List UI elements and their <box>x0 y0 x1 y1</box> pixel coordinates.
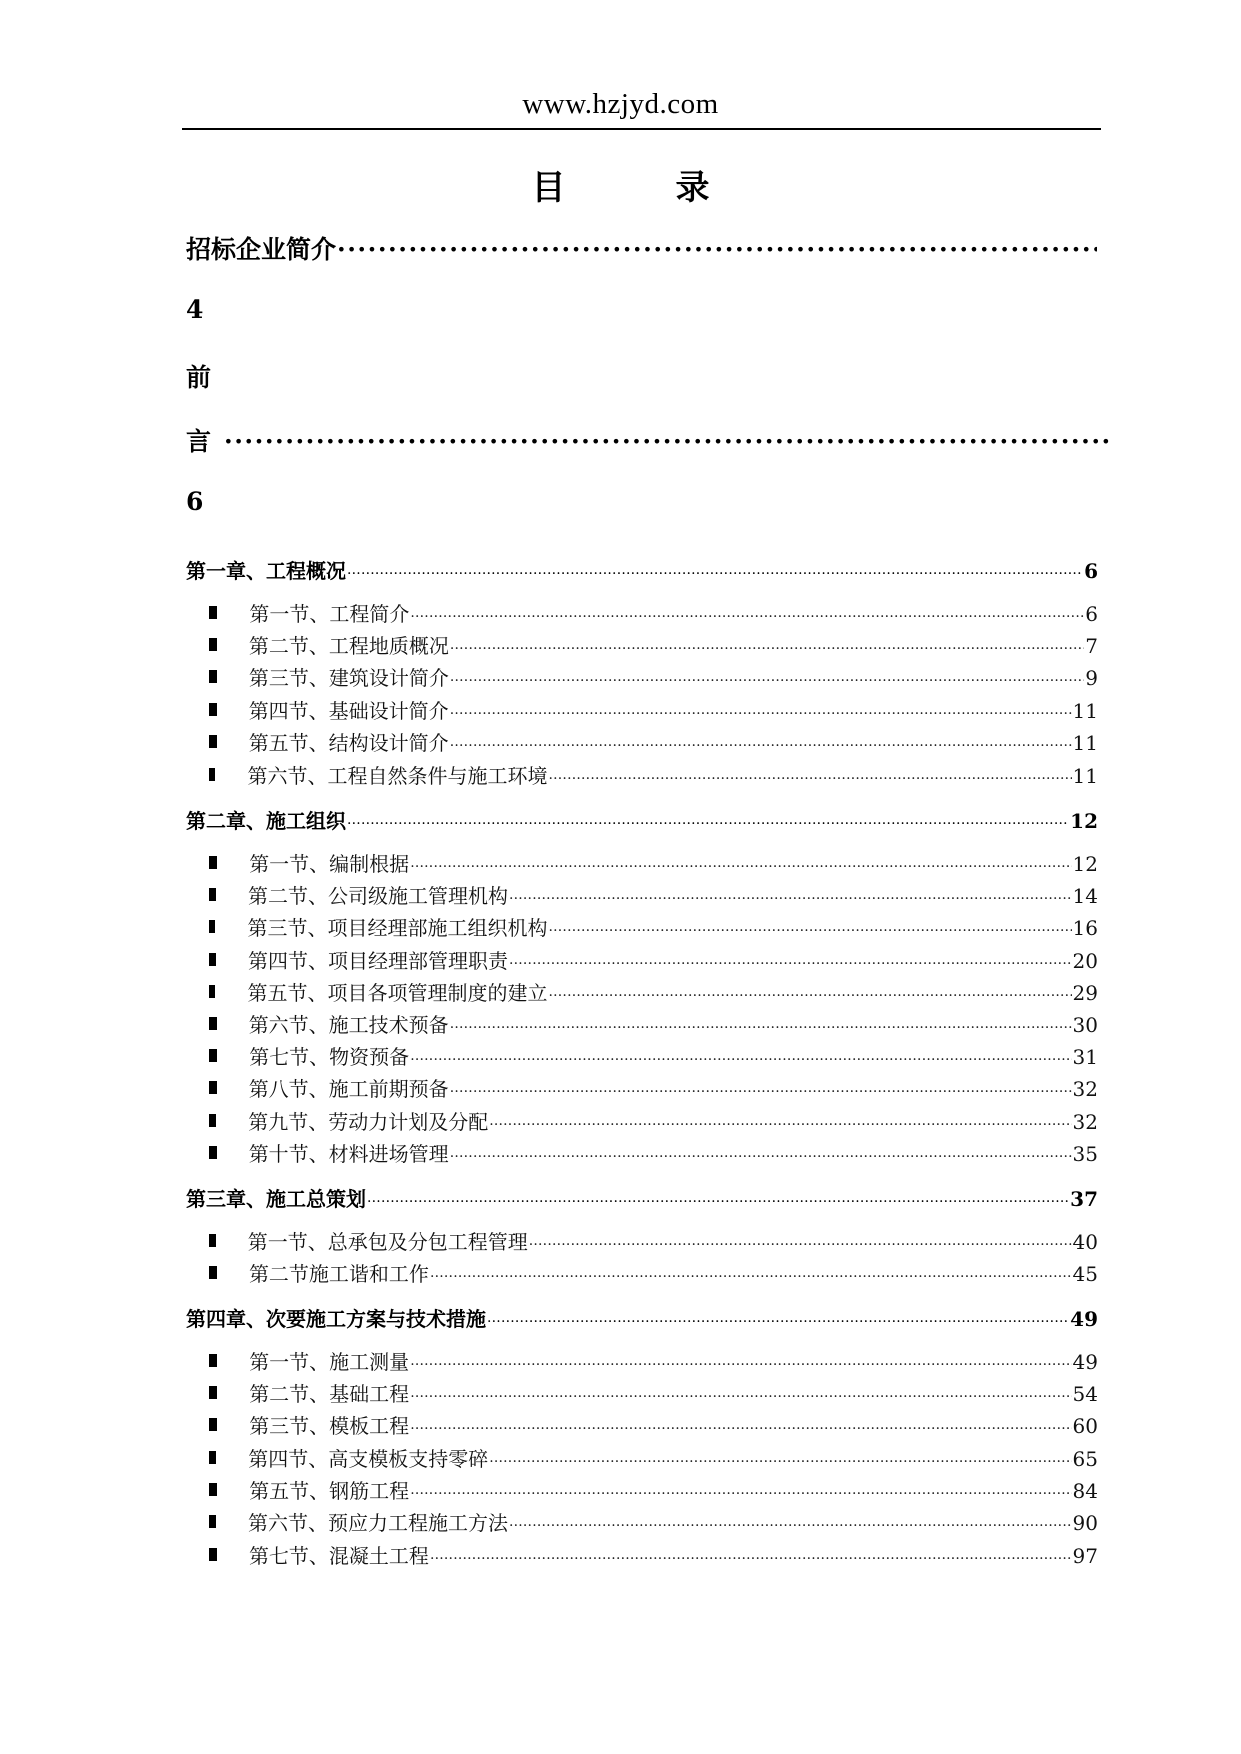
toc-section-4-2[interactable] <box>209 1378 1098 1407</box>
dot-leader <box>450 1149 1072 1165</box>
toc-section-label: 第一节、编制根据 <box>249 852 410 876</box>
square-bullet-icon <box>209 703 217 716</box>
toc-section-page: 20 <box>1072 949 1098 973</box>
toc-section-page: 32 <box>1072 1110 1098 1134</box>
dot-leader <box>509 1518 1072 1534</box>
toc-section-label: 第一节、工程简介 <box>249 602 410 626</box>
toc-section-1-6[interactable] <box>209 760 1098 789</box>
toc-section-page: 84 <box>1072 1479 1098 1503</box>
toc-chapter-label: 第二章、施工组织 <box>186 809 346 833</box>
dot-leader <box>509 891 1072 907</box>
toc-section-label: 第三节、建筑设计简介 <box>248 666 449 690</box>
toc-section-label: 第一节、施工测量 <box>249 1350 410 1374</box>
dot-leader <box>489 1454 1071 1470</box>
square-bullet-icon <box>209 1146 217 1159</box>
toc-chapter-label: 第一章、工程概况 <box>186 559 346 583</box>
toc-section-1-2[interactable] <box>209 630 1098 659</box>
dot-leader <box>450 706 1072 722</box>
toc-section-label: 第四节、项目经理部管理职责 <box>247 949 508 973</box>
toc-chapter-page: 12 <box>1070 809 1098 833</box>
dot-leader <box>548 988 1071 1004</box>
toc-entry-page: 4 <box>186 295 204 324</box>
toc-chapter-label: 第三章、施工总策划 <box>186 1187 366 1211</box>
square-bullet-icon <box>209 985 215 998</box>
dot-leader <box>450 673 1084 689</box>
header-url: www.hzjyd.com <box>522 88 719 120</box>
square-bullet-icon <box>209 735 217 748</box>
toc-section-2-6[interactable] <box>209 1009 1098 1038</box>
dot-leader <box>410 1357 1071 1373</box>
toc-section-4-1[interactable] <box>209 1346 1098 1375</box>
square-bullet-icon <box>209 1354 217 1367</box>
toc-chapter-4[interactable] <box>186 1303 1098 1332</box>
toc-section-label: 第五节、结构设计简介 <box>248 731 449 755</box>
toc-title <box>0 160 1241 209</box>
dot-leader <box>450 738 1072 754</box>
toc-section-2-2[interactable] <box>209 880 1098 909</box>
square-bullet-icon <box>209 638 217 651</box>
toc-section-2-3[interactable] <box>209 912 1098 941</box>
dot-leader <box>410 1389 1071 1405</box>
toc-entry-page: 6 <box>186 487 204 516</box>
toc-section-page: 97 <box>1072 1544 1098 1568</box>
dot-leader <box>347 566 1083 582</box>
toc-section-label: 第二节、基础工程 <box>249 1382 410 1406</box>
toc-section-1-4[interactable] <box>209 695 1098 724</box>
toc-section-label: 第九节、劳动力计划及分配 <box>248 1110 489 1134</box>
toc-section-page: 60 <box>1072 1414 1098 1438</box>
toc-chapter-label: 第四章、次要施工方案与技术措施 <box>186 1307 486 1331</box>
toc-section-label: 第三节、项目经理部施工组织机构 <box>247 916 548 940</box>
toc-section-page: 35 <box>1072 1142 1098 1166</box>
dot-leader <box>410 859 1071 875</box>
dot-leader <box>450 1084 1072 1100</box>
toc-section-label: 第八节、施工前期预备 <box>248 1077 449 1101</box>
square-bullet-icon <box>209 856 217 869</box>
toc-section-page: 31 <box>1072 1045 1098 1069</box>
square-bullet-icon <box>209 1483 217 1496</box>
dot-leader <box>548 771 1071 787</box>
toc-title-char-1: 目 <box>531 168 566 208</box>
toc-section-page: 9 <box>1085 666 1098 690</box>
dot-leader <box>410 1052 1071 1068</box>
square-bullet-icon <box>209 1418 217 1431</box>
toc-section-2-4[interactable] <box>209 945 1098 974</box>
dot-leader <box>450 641 1084 657</box>
square-bullet-icon <box>209 1049 217 1062</box>
toc-section-page: 11 <box>1072 764 1098 788</box>
dot-leader <box>430 1269 1072 1285</box>
square-bullet-icon <box>209 670 217 683</box>
toc-section-2-10[interactable] <box>209 1138 1098 1167</box>
dot-leader <box>529 1237 1072 1253</box>
toc-section-label: 第六节、预应力工程施工方法 <box>247 1511 508 1535</box>
toc-section-label: 第四节、基础设计简介 <box>248 699 449 723</box>
dot-leader <box>430 1551 1072 1567</box>
toc-section-3-2[interactable] <box>209 1258 1098 1287</box>
square-bullet-icon <box>209 1548 217 1561</box>
toc-chapter-page: 49 <box>1070 1307 1098 1331</box>
square-bullet-icon <box>209 1081 217 1094</box>
dot-leader <box>337 235 1097 264</box>
toc-section-label: 第二节、公司级施工管理机构 <box>247 884 508 908</box>
toc-section-label: 第十节、材料进场管理 <box>248 1142 449 1166</box>
toc-section-page: 65 <box>1072 1447 1098 1471</box>
toc-chapter-3[interactable] <box>186 1183 1098 1212</box>
toc-section-label: 第五节、钢筋工程 <box>249 1479 410 1503</box>
dot-leader <box>410 609 1084 625</box>
toc-chapter-1[interactable] <box>186 555 1098 584</box>
toc-section-label: 第二节施工谐和工作 <box>248 1262 429 1286</box>
toc-section-2-1[interactable] <box>209 848 1098 877</box>
dot-leader <box>410 1486 1071 1502</box>
square-bullet-icon <box>209 1515 216 1528</box>
toc-section-page: 12 <box>1072 852 1098 876</box>
toc-section-4-7[interactable] <box>209 1540 1098 1569</box>
toc-section-page: 90 <box>1072 1511 1098 1535</box>
toc-section-page: 40 <box>1072 1230 1098 1254</box>
dot-leader <box>509 956 1072 972</box>
dot-leader <box>487 1314 1069 1330</box>
toc-entry-intro[interactable] <box>186 230 1098 266</box>
toc-section-page: 7 <box>1085 634 1098 658</box>
square-bullet-icon <box>209 1234 216 1247</box>
toc-section-3-1[interactable] <box>209 1226 1098 1255</box>
header-rule <box>182 128 1101 130</box>
dot-leader <box>410 1421 1071 1437</box>
toc-section-label: 第四节、高支模板支持零碎 <box>248 1447 489 1471</box>
square-bullet-icon <box>209 768 215 781</box>
toc-section-1-1[interactable] <box>209 598 1098 627</box>
square-bullet-icon <box>209 1017 217 1030</box>
square-bullet-icon <box>209 1266 217 1279</box>
toc-section-page: 32 <box>1072 1077 1098 1101</box>
toc-section-page: 49 <box>1072 1350 1098 1374</box>
toc-section-page: 54 <box>1072 1382 1098 1406</box>
toc-section-label: 第一节、总承包及分包工程管理 <box>247 1230 528 1254</box>
dot-leader <box>347 816 1069 832</box>
toc-section-label: 第五节、项目各项管理制度的建立 <box>247 981 548 1005</box>
toc-entry-preface[interactable] <box>186 422 1111 458</box>
toc-entry-label: 言 <box>186 427 212 456</box>
toc-chapter-2[interactable] <box>186 805 1098 834</box>
toc-section-2-8[interactable] <box>209 1073 1098 1102</box>
dot-leader <box>367 1194 1069 1210</box>
dot-leader <box>548 923 1071 939</box>
toc-section-4-6[interactable] <box>209 1507 1098 1536</box>
toc-chapter-page: 37 <box>1070 1187 1098 1211</box>
toc-section-page: 29 <box>1072 981 1098 1005</box>
dot-leader <box>224 427 1110 456</box>
toc-section-2-5[interactable] <box>209 977 1098 1006</box>
square-bullet-icon <box>209 1451 216 1464</box>
square-bullet-icon <box>209 888 216 901</box>
square-bullet-icon <box>209 1386 217 1399</box>
toc-section-page: 30 <box>1072 1013 1098 1037</box>
toc-section-label: 第三节、模板工程 <box>249 1414 410 1438</box>
toc-chapter-page: 6 <box>1084 559 1098 583</box>
toc-title-char-2: 录 <box>675 168 710 208</box>
toc-section-label: 第七节、物资预备 <box>249 1045 410 1069</box>
toc-section-4-3[interactable] <box>209 1410 1098 1439</box>
toc-section-page: 45 <box>1072 1262 1098 1286</box>
square-bullet-icon <box>209 606 217 619</box>
toc-section-page: 11 <box>1072 699 1098 723</box>
square-bullet-icon <box>209 920 215 933</box>
dot-leader <box>450 1020 1072 1036</box>
toc-section-1-3[interactable] <box>209 662 1098 691</box>
toc-section-page: 16 <box>1072 916 1098 940</box>
toc-preface-char-1: 前 <box>186 363 212 392</box>
toc-entry-label: 招标企业简介 <box>186 235 337 264</box>
toc-section-4-4[interactable] <box>209 1443 1098 1472</box>
toc-section-4-5[interactable] <box>209 1475 1098 1504</box>
toc-section-page: 6 <box>1085 602 1098 626</box>
square-bullet-icon <box>209 1114 216 1127</box>
toc-section-label: 第二节、工程地质概况 <box>248 634 449 658</box>
square-bullet-icon <box>209 953 216 966</box>
toc-section-page: 14 <box>1072 884 1098 908</box>
toc-section-label: 第六节、工程自然条件与施工环境 <box>247 764 548 788</box>
toc-section-label: 第六节、施工技术预备 <box>248 1013 449 1037</box>
toc-section-2-9[interactable] <box>209 1106 1098 1135</box>
toc-section-2-7[interactable] <box>209 1041 1098 1070</box>
toc-section-1-5[interactable] <box>209 727 1098 756</box>
toc-section-label: 第七节、混凝土工程 <box>248 1544 429 1568</box>
toc-section-page: 11 <box>1072 731 1098 755</box>
dot-leader <box>489 1117 1071 1133</box>
